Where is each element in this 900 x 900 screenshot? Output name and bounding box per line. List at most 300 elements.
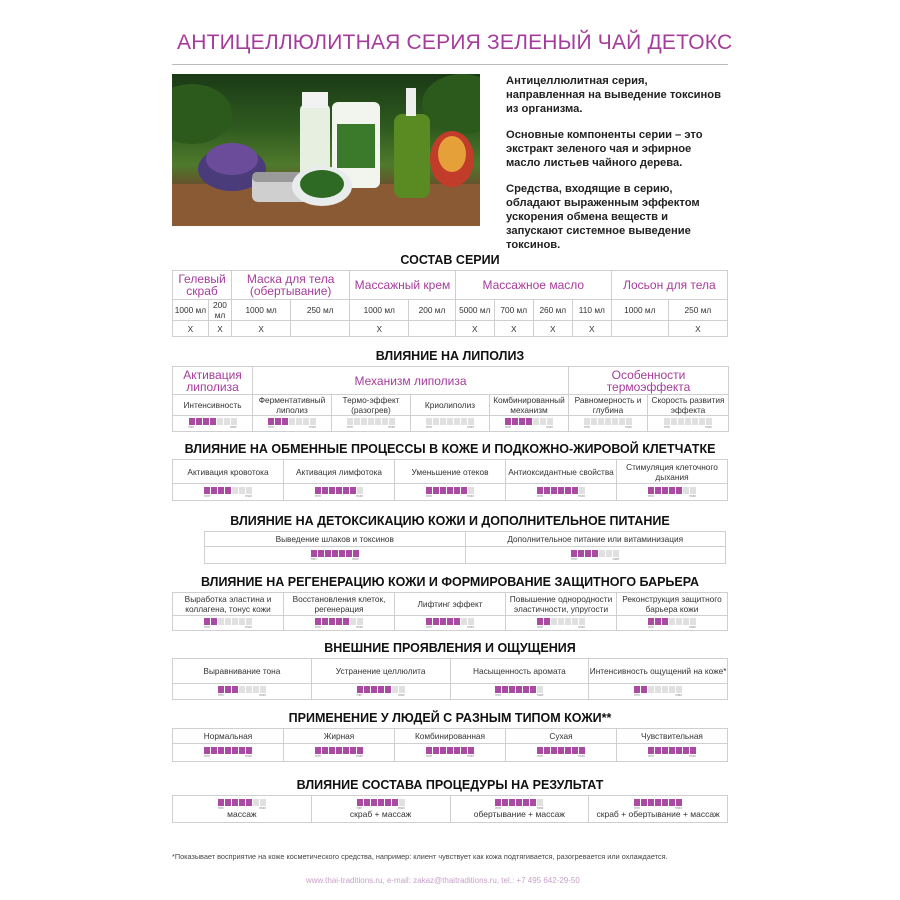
criterion-label: Жирная [284,729,395,744]
rating-cell-filled [516,686,522,693]
rating-cell-empty [253,686,259,693]
availability-mark: X [668,321,727,337]
procedure-label: скраб + обертывание + массаж [596,809,720,820]
metabolism-title: ВЛИЯНИЕ НА ОБМЕННЫЕ ПРОЦЕССЫ В КОЖЕ И ПОДКОЖНО-ЖИРОВОЙ КЛЕТЧАТКЕ [184,442,716,456]
rating-cell-filled [537,487,543,494]
procedure-title: ВЛИЯНИЕ СОСТАВА ПРОЦЕДУРЫ НА РЕЗУЛЬТАТ [296,778,604,792]
rating-cell-empty [260,799,266,806]
rating-scale [571,550,619,561]
scale-min-label: min [310,556,317,561]
rating-cell-empty [354,418,360,425]
scale-max-label: max [467,754,474,759]
rating-cell-filled [332,550,338,557]
rating-cell-filled [572,747,578,754]
rating-cell-filled [318,550,324,557]
poster [172,28,733,823]
product-name: Гелевый скраб [173,271,232,300]
rating-cell-filled [648,799,654,806]
criterion-rating [648,416,729,432]
rating-cell-filled [211,618,217,625]
criterion-rating [332,416,411,432]
lipolysis-group: Механизм липолиза [253,367,569,395]
rating-cell-filled [447,487,453,494]
rating-cell-filled [505,418,511,425]
volume-cell: 1000 мл [350,300,409,321]
footnote: *Показывает восприятие на коже косметического средства, например: клиент чувствует как кожа подтягивается, разогревается или охлаждается. [172,852,668,861]
rating-cell-empty [246,686,252,693]
product-photo [172,74,480,226]
product-name: Массажный крем [350,271,456,300]
rating-cell-filled [440,618,446,625]
rating-cell-empty [605,418,611,425]
rating-cell-filled [336,618,342,625]
rating-cell-empty [468,418,474,425]
rating-cell-filled [268,418,274,425]
scale-max-label: max [309,425,316,430]
product-photo-illustration [172,74,480,226]
scale-max-label: max [388,425,395,430]
rating-cell-filled [225,487,231,494]
scale-max-label: max [467,425,474,430]
rating-cell-empty [572,618,578,625]
scale-max-label: max [578,493,585,498]
scale-max-label: max [578,754,585,759]
rating-cell-empty [303,418,309,425]
procedure-label: скраб + массаж [349,809,412,820]
rating-cell-filled [655,799,661,806]
rating-cell-filled [385,686,391,693]
criterion-label: Ферментативный липолиз [253,395,332,416]
rating-cell-filled [676,487,682,494]
rating-cell-empty [690,487,696,494]
criterion-rating [173,616,284,631]
rating-scale [537,487,585,498]
rating-cell-empty [683,618,689,625]
scale-min-label: min [268,425,274,430]
rating-cell-filled [225,747,231,754]
scale-min-label: min [356,806,363,811]
criterion-label: Выработка эластина и коллагена, тонус кожи [173,593,284,616]
scale-max-label: max [229,425,237,430]
scale-min-label: min [648,493,654,498]
rating-cell-filled [544,487,550,494]
rating-cell-empty [606,550,612,557]
rating-cell-empty [579,487,585,494]
rating-cell-filled [454,618,460,625]
criterion-label: Выравнивание тона [173,659,312,684]
rating-cell-filled [662,487,668,494]
rating-cell-filled [641,686,647,693]
rating-scale [204,618,252,629]
rating-cell-empty [676,686,682,693]
volume-cell: 250 мл [668,300,727,321]
availability-mark [291,321,350,337]
criterion-label: Нормальная [173,729,284,744]
rating-cell-empty [662,686,668,693]
rating-cell-filled [350,487,356,494]
rating-cell-filled [203,418,209,425]
scale-max-label: max [398,806,405,811]
rating-cell-empty [540,418,546,425]
scale-max-label: max [689,493,696,498]
rating-cell-filled [346,550,352,557]
rating-cell-filled [433,487,439,494]
criterion-label: Повышение однородности эластичности, упругости [506,593,617,616]
rating-cell-filled [353,550,359,557]
rating-cell-filled [315,747,321,754]
rating-cell-filled [204,487,210,494]
rating-cell-filled [676,747,682,754]
rating-cell-empty [392,686,398,693]
scale-min-label: min [356,693,363,698]
scale-max-label: max [356,493,363,498]
criterion-label: Активация кровотока [173,460,284,484]
rating-cell-filled [239,747,245,754]
rating-cell-empty [678,418,684,425]
rating-cell-filled [512,418,518,425]
rating-cell-filled [322,618,328,625]
criterion-label: Восстановления клеток, регенерация [284,593,395,616]
rating-cell-filled [218,799,224,806]
rating-cell-empty [537,686,543,693]
procedure-label: обертывание + массаж [473,809,565,820]
rating-cell-filled [371,799,377,806]
rating-cell-empty [685,418,691,425]
scale-max-label: max [245,493,252,498]
criterion-label: Активация лимфотока [284,460,395,484]
rating-cell-empty [626,418,632,425]
criterion-label: Дополнительное питание или витаминизация [465,532,726,547]
scale-min-label: min [426,624,432,629]
rating-cell-filled [433,618,439,625]
appearance-title: ВНЕШНИЕ ПРОЯВЛЕНИЯ И ОЩУЩЕНИЯ [324,641,576,655]
rating-cell-filled [571,550,577,557]
regeneration-title: ВЛИЯНИЕ НА РЕГЕНЕРАЦИЮ КОЖИ И ФОРМИРОВАНИЕ ЗАЩИТНОГО БАРЬЕРА [200,575,700,589]
scale-min-label: min [634,806,640,811]
rating-cell-filled [329,747,335,754]
volume-cell: 200 мл [409,300,455,321]
rating-cell-empty [246,618,252,625]
scale-max-label: max [352,556,359,561]
rating-cell-filled [239,799,245,806]
rating-cell-filled [461,747,467,754]
lipolysis-table [172,366,729,432]
rating-cell-filled [232,799,238,806]
rating-scale [426,487,474,498]
criterion-rating [617,744,728,762]
rating-scale [648,487,696,498]
criterion-label: Комбинированная [395,729,506,744]
rating-cell-filled [385,799,391,806]
rating-cell-empty [619,418,625,425]
rating-cell-empty [310,418,316,425]
criterion-rating [411,416,490,432]
rating-cell-filled [502,686,508,693]
rating-scale [664,418,712,429]
rating-scale [426,747,474,758]
rating-cell-filled [655,618,661,625]
product-name: Маска для тела (обертывание) [232,271,350,300]
rating-cell-filled [357,747,363,754]
criterion-rating [284,616,395,631]
rating-cell-filled [357,686,363,693]
rating-cell-empty [598,418,604,425]
rating-cell-filled [565,747,571,754]
rating-cell-filled [204,618,210,625]
rating-cell-empty [558,618,564,625]
rating-cell-filled [325,550,331,557]
rating-cell-empty [692,418,698,425]
scale-min-label: min [347,425,353,430]
scale-min-label: min [634,693,640,698]
rating-scale [648,618,696,629]
rating-cell-filled [516,799,522,806]
rating-cell-filled [526,418,532,425]
rating-scale [648,747,696,758]
scale-min-label: min [648,754,654,759]
metabolism-table [172,459,728,501]
rating-cell-filled [433,747,439,754]
rating-cell-empty [454,418,460,425]
volume-cell: 110 мл [572,300,611,321]
rating-cell-empty [690,618,696,625]
rating-scale [357,686,405,697]
rating-cell-filled [336,487,342,494]
scale-min-label: min [537,754,543,759]
rating-cell-empty [218,618,224,625]
criterion-rating [569,416,648,432]
rating-scale [347,418,395,429]
rating-scale [218,686,266,697]
rating-cell-empty [246,487,252,494]
scale-max-label: max [546,425,553,430]
rating-cell-filled [364,686,370,693]
rating-cell-empty [669,618,675,625]
rating-cell-filled [551,487,557,494]
rating-cell-empty [232,618,238,625]
rating-cell-empty [599,550,605,557]
rating-cell-empty [706,418,712,425]
criterion-label: Комбинированный механизм [490,395,569,416]
criterion-label: Чувствительная [617,729,728,744]
rating-cell-filled [364,799,370,806]
scale-min-label: min [495,806,502,811]
rating-cell-filled [509,799,515,806]
scale-max-label: max [536,693,544,698]
skin-types-table [172,728,728,762]
scale-max-label: max [356,624,363,629]
scale-min-label: min [495,693,502,698]
rating-cell-filled [585,550,591,557]
rating-cell-filled [669,487,675,494]
rating-cell-empty [224,418,230,425]
criterion-label: Устранение целлюлита [311,659,450,684]
rating-cell-empty [699,418,705,425]
rating-cell-filled [329,487,335,494]
procedure-cell [173,796,312,823]
rating-cell-filled [211,487,217,494]
rating-cell-empty [232,487,238,494]
rating-cell-filled [196,418,202,425]
volume-cell: 700 мл [494,300,533,321]
rating-cell-filled [676,799,682,806]
rating-cell-empty [591,418,597,425]
scale-max-label: max [578,624,585,629]
rating-cell-empty [225,618,231,625]
rating-cell-empty [350,618,356,625]
criterion-label: Уменьшение отеков [395,460,506,484]
series-description [506,74,728,251]
availability-mark: X [494,321,533,337]
criterion-label: Стимуляция клеточного дыхания [617,460,728,484]
scale-min-label: min [537,624,543,629]
criterion-label: Интенсивность [173,395,253,416]
rating-cell-empty [468,618,474,625]
rating-scale [311,550,359,561]
rating-cell-empty [433,418,439,425]
rating-cell-filled [189,418,195,425]
criterion-rating [395,616,506,631]
rating-cell-filled [357,799,363,806]
rating-cell-filled [378,686,384,693]
rating-scale [505,418,553,429]
rating-cell-filled [440,487,446,494]
rating-cell-filled [204,747,210,754]
rating-cell-filled [275,418,281,425]
rating-cell-filled [447,747,453,754]
rating-cell-filled [246,799,252,806]
rating-cell-empty [253,799,259,806]
rating-cell-empty [217,418,223,425]
criterion-rating [395,484,506,501]
rating-cell-filled [232,686,238,693]
rating-cell-empty [357,618,363,625]
rating-cell-filled [447,618,453,625]
rating-cell-empty [426,418,432,425]
scale-min-label: min [584,425,590,430]
rating-cell-empty [565,618,571,625]
criterion-label: Равномерность и глубина [569,395,648,416]
rating-scale [315,487,363,498]
rating-cell-empty [389,418,395,425]
rating-cell-filled [502,799,508,806]
criterion-rating [490,416,569,432]
procedure-cell [311,796,450,823]
criterion-rating [205,547,466,564]
rating-cell-empty [399,799,405,806]
rating-cell-filled [544,618,550,625]
volume-cell: 200 мл [208,300,231,321]
rating-scale [634,686,682,697]
scale-min-label: min [204,493,210,498]
rating-cell-filled [579,747,585,754]
scale-max-label: max [689,624,696,629]
criterion-rating [395,744,506,762]
rating-cell-empty [671,418,677,425]
rating-cell-filled [495,686,501,693]
rating-cell-filled [232,747,238,754]
rating-cell-filled [426,618,432,625]
rating-cell-empty [399,686,405,693]
rating-cell-filled [225,799,231,806]
criterion-rating [173,744,284,762]
criterion-label: Антиоксидантные свойства [506,460,617,484]
scale-min-label: min [204,624,210,629]
rating-cell-filled [350,747,356,754]
volume-cell: 260 мл [533,300,572,321]
rating-cell-empty [296,418,302,425]
rating-cell-filled [225,686,231,693]
scale-min-label: min [505,425,511,430]
rating-cell-empty [361,418,367,425]
scale-max-label: max [705,425,712,430]
detox-table [204,531,726,564]
rating-cell-filled [662,747,668,754]
rating-cell-filled [558,747,564,754]
regeneration-table [172,592,728,631]
criterion-rating [450,684,589,700]
scale-max-label: max [259,693,266,698]
rating-cell-empty [239,618,245,625]
description-paragraph: Антицеллюлитная серия, направленная на выведение токсинов из организма. [506,75,722,115]
scale-max-label: max [245,754,252,759]
rating-cell-empty [676,618,682,625]
rating-cell-filled [641,799,647,806]
criterion-rating [253,416,332,432]
rating-cell-filled [339,550,345,557]
scale-max-label: max [467,493,474,498]
product-name: Массажное масло [455,271,611,300]
rating-scale [537,747,585,758]
criterion-rating [173,416,253,432]
rating-cell-filled [648,747,654,754]
rating-scale [204,747,252,758]
volume-cell: 5000 мл [455,300,494,321]
scale-min-label: min [571,556,577,561]
rating-cell-filled [565,487,571,494]
scale-min-label: min [217,806,224,811]
availability-mark: X [350,321,409,337]
rating-cell-empty [579,618,585,625]
rating-cell-filled [315,618,321,625]
rating-cell-filled [648,618,654,625]
scale-min-label: min [426,493,432,498]
criterion-rating [617,484,728,501]
rating-cell-filled [282,418,288,425]
rating-cell-filled [519,418,525,425]
rating-cell-filled [315,487,321,494]
availability-mark: X [232,321,291,337]
scale-min-label: min [426,425,432,430]
rating-cell-filled [537,618,543,625]
rating-scale [495,686,543,697]
scale-max-label: max [675,806,683,811]
rating-cell-empty [461,618,467,625]
criterion-rating [506,616,617,631]
criterion-label: Лифтинг эффект [395,593,506,616]
rating-cell-filled [509,686,515,693]
composition-table [172,270,728,337]
volume-cell: 1000 мл [611,300,668,321]
rating-cell-empty [289,418,295,425]
procedure-label: массаж [227,809,257,820]
scale-min-label: min [426,754,432,759]
rating-cell-empty [260,686,266,693]
scale-min-label: min [315,624,321,629]
criterion-label: Сухая [506,729,617,744]
rating-cell-filled [530,799,536,806]
contacts: www.thai-traditions.ru, e-mail: zakaz@thaitraditions.ru, tel.: +7 495 642-29-50 [306,876,580,885]
